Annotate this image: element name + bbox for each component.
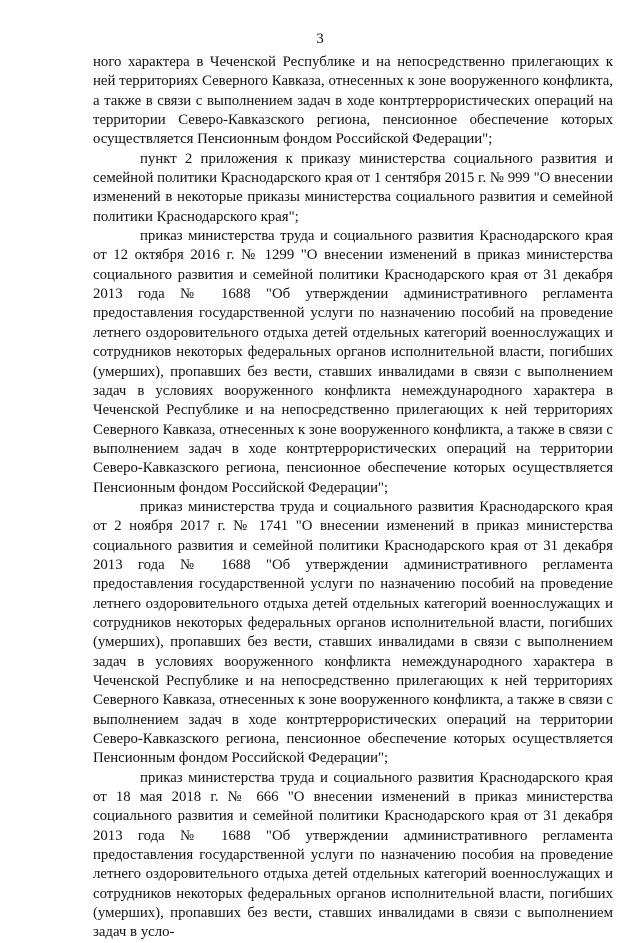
document-body: [93, 53, 613, 943]
paragraph-order-666: приказ министерства труда и социального развития Краснодарского края от 18 мая 2018 г. № 666 "О внесении изменений в приказ министерства социального развития и семейной политики Краснодарского края от 31 декабря 2013 года № 1688 "Об утверждении административного регламента предоставления государственной услуги по назначению пособия на проведение летнего оздоровительного отдыха детей отдельных категорий военнослужащих и сотрудников некоторых федеральных органов исполнительной власти, погибших (умерших), пропавших без вести, ставших инвалидами в связи с выполнением задач в усло-: [93, 769, 613, 941]
paragraph-order-1741: приказ министерства труда и социального развития Краснодарского края от 2 ноября 2017 г. № 1741 "О внесении изменений в приказ министерства социального развития и семейной политики Краснодарского края от 31 декабря 2013 года № 1688 "Об утверждении административного регламента предоставления государственной услуги по назначению пособий на проведение летнего оздоровительного отдыха детей отдельных категорий военнослужащих и сотрудников некоторых федеральных органов исполнительной власти, погибших (умерших), пропавших без вести, ставших инвалидами в связи с выполнением задач в условиях вооруженного конфликта немеждународного характера в Чеченской Республике и на непосредственно прилегающих к ней территориях Северного Кавказа, отнесенных к зоне вооруженного конфликта, а также в связи с выполнением задач в ходе контртеррористических операций на территории Северо-Кавказского региона, пенсионное обеспечение которых осуществляется Пенсионным фондом Российской Федерации";: [93, 498, 613, 767]
page-number: 3: [316, 31, 324, 47]
paragraph-order-1299: приказ министерства труда и социального развития Краснодарского края от 12 октября 2016 г. № 1299 "О внесении изменений в приказ министерства социального развития и семейной политики Краснодарского края от 31 декабря 2013 года № 1688 "Об утверждении административного регламента предоставления государственной услуги по назначению пособий на проведение летнего оздоровительного отдыха детей отдельных категорий военнослужащих и сотрудников некоторых федеральных органов исполнительной власти, погибших (умерших), пропавших без вести, ставших инвалидами в связи с выполнением задач в условиях вооруженного конфликта немеждународного характера в Чеченской Республике и на непосредственно прилегающих к ней территориях Северного Кавказа, отнесенных к зоне вооруженного конфликта, а также в связи с выполнением задач в ходе контртеррористических операций на территории Северо-Кавказского региона, пенсионное обеспечение которых осуществляется Пенсионным фондом Российской Федерации";: [93, 228, 613, 496]
paragraph-continuation: ного характера в Чеченской Республике и на непосредственно прилегающих к ней территориях Северного Кавказа, отнесенных к зоне вооруженного конфликта, а также в связи с выполнением задач в ходе контртеррористических операций на территории Северо-Кавказского региона, пенсионное обеспечение которых осуществляется Пенсионным фондом Российской Федерации";: [93, 54, 613, 148]
paragraph-item-2-appendix: пункт 2 приложения к приказу министерства социального развития и семейной политики Краснодарского края от 1 сентября 2015 г. № 999 "О внесении изменений в некоторые приказы министерства социального развития и семейной политики Краснодарского края";: [93, 150, 613, 225]
